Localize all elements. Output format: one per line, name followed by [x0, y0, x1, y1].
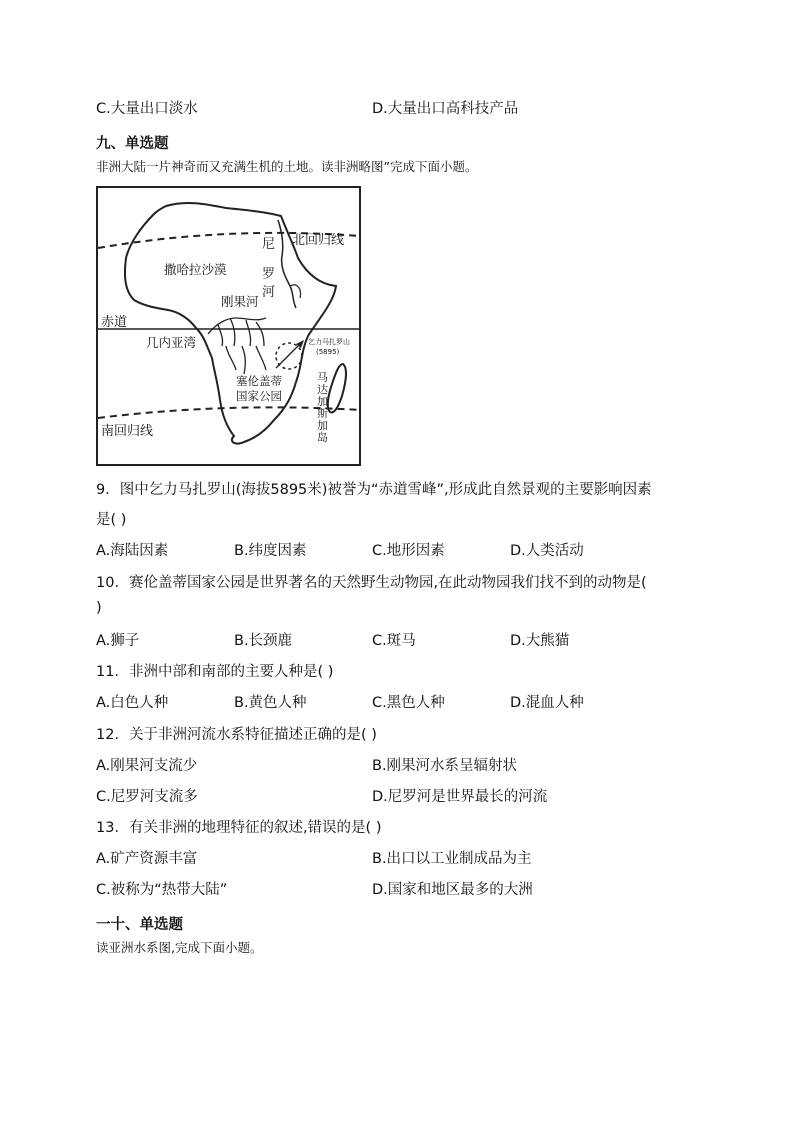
- label-madagascar-6: 岛: [317, 431, 328, 444]
- q13-option-a: A.矿产资源丰富: [96, 851, 198, 867]
- prev-option-d: D.大量出口高科技产品: [372, 101, 519, 117]
- q10-option-c: C.斑马: [372, 633, 416, 649]
- label-nile-1: 尼: [262, 237, 276, 252]
- q11-option-b: B.黄色人种: [234, 695, 307, 711]
- label-madagascar-3: 加: [317, 395, 328, 408]
- q12-option-a: A.刚果河支流少: [96, 758, 198, 774]
- q12-stem: 12．关于非洲河流水系特征描述正确的是( ): [96, 727, 377, 743]
- label-tropic-cancer: 北回归线: [292, 233, 345, 248]
- label-guinea-gulf: 几内亚湾: [146, 335, 197, 350]
- label-madagascar-1: 马: [317, 371, 328, 384]
- label-serengeti-2: 国家公园: [236, 389, 282, 403]
- label-equator: 赤道: [101, 315, 128, 330]
- q9-option-a: A.海陆因素: [96, 543, 169, 559]
- section9-title: 九、单选题: [96, 136, 169, 152]
- section9-intro: 非洲大陆一片神奇而又充满生机的土地。读非洲略图”完成下面小题。: [96, 159, 478, 174]
- label-nile-3: 河: [262, 285, 276, 300]
- section10-title: 一十、单选题: [96, 917, 183, 933]
- label-nile-2: 罗: [262, 267, 276, 282]
- label-tropic-capricorn: 南回归线: [101, 424, 154, 439]
- label-serengeti-1: 塞伦盖蒂: [236, 374, 282, 388]
- q9-option-b: B.纬度因素: [234, 543, 307, 559]
- label-kilimanjaro: 乞力马扎罗山: [308, 338, 350, 346]
- q13-option-d: D.国家和地区最多的大洲: [372, 882, 533, 898]
- label-sahara: 撒哈拉沙漠: [164, 262, 227, 277]
- q11-option-a: A.白色人种: [96, 695, 169, 711]
- label-congo-river: 刚果河: [221, 294, 259, 309]
- label-kilimanjaro-height: (5895): [316, 348, 340, 356]
- q12-option-b: B.刚果河水系呈辐射状: [372, 758, 518, 774]
- q13-stem: 13．有关非洲的地理特征的叙述,错误的是( ): [96, 820, 382, 836]
- label-madagascar-4: 斯: [317, 407, 328, 420]
- africa-map: [96, 186, 361, 466]
- q10-stem-line2: ): [96, 600, 102, 616]
- q12-option-c: C.尼罗河支流多: [96, 789, 198, 805]
- q11-stem: 11．非洲中部和南部的主要人种是( ): [96, 664, 334, 680]
- label-madagascar-5: 加: [317, 419, 328, 432]
- q10-option-a: A.狮子: [96, 633, 140, 649]
- q10-option-b: B.长颈鹿: [234, 633, 293, 649]
- q9-stem-line2: 是( ): [96, 512, 127, 528]
- q11-option-d: D.混血人种: [510, 695, 584, 711]
- q11-option-c: C.黑色人种: [372, 695, 445, 711]
- q9-option-c: C.地形因素: [372, 543, 445, 559]
- section10-intro: 读亚洲水系图,完成下面小题。: [96, 940, 263, 955]
- q9-stem-line1: 9．图中乞力马扎罗山(海拔5895米)被誉为“赤道雪峰”,形成此自然景观的主要影响因素: [96, 482, 652, 498]
- prev-option-c: C.大量出口淡水: [96, 101, 198, 117]
- q13-option-c: C.被称为“热带大陆”: [96, 882, 228, 898]
- q9-option-d: D.人类活动: [510, 543, 584, 559]
- q10-stem-line1: 10．赛伦盖蒂国家公园是世界著名的天然野生动物园,在此动物园我们找不到的动物是(: [96, 575, 647, 591]
- q12-option-d: D.尼罗河是世界最长的河流: [372, 789, 548, 805]
- q13-option-b: B.出口以工业制成品为主: [372, 851, 532, 867]
- q10-option-d: D.大熊猫: [510, 633, 570, 649]
- label-madagascar-2: 达: [317, 383, 328, 396]
